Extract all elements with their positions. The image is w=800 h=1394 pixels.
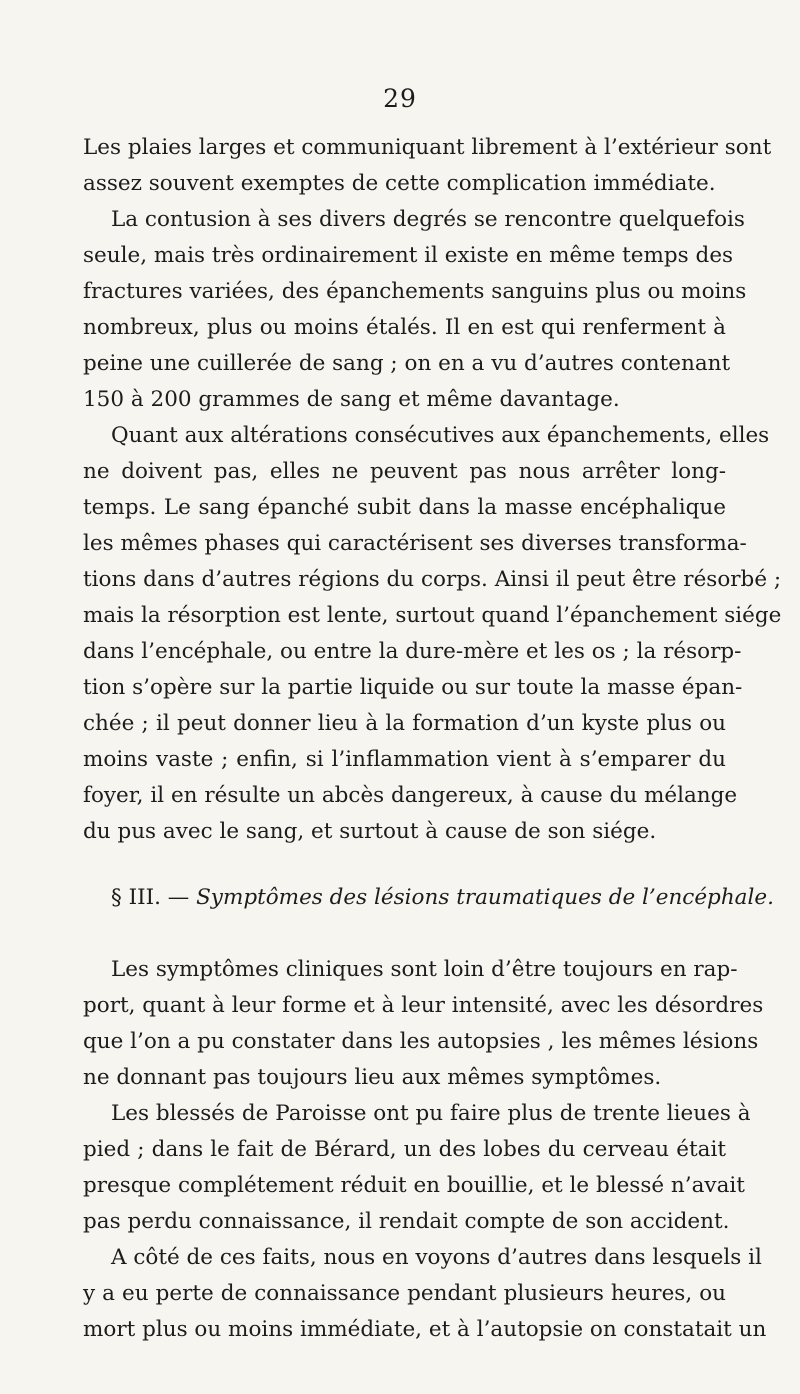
section-heading [83,880,774,916]
text-line: nombreux, plus ou moins étalés. Il en est qui renferment à [83,315,726,340]
text-line: assez souvent exemptes de cette complication immédiate. [83,171,716,196]
section-title: Symptômes des lésions traumatiques de l’encéphale. [196,885,774,910]
text-line: pas perdu connaissance, il rendait compte de son accident. [83,1209,730,1234]
text-line: tions dans d’autres régions du corps. Ainsi il peut être résorbé ; [83,567,782,592]
body-text [83,130,782,1348]
paragraph [83,1096,751,1240]
text-line: pied ; dans le fait de Bérard, un des lobes du cerveau était [83,1137,726,1162]
paragraph [83,418,782,850]
paragraph [83,952,764,1096]
paragraph [83,130,772,202]
text-line: presque complétement réduit en bouillie, et le blessé n’avait [83,1173,745,1198]
text-line: tion s’opère sur la partie liquide ou sur toute la masse épan- [83,675,743,700]
text-line: Les plaies larges et communiquant librement à l’extérieur sont [83,135,772,160]
text-line: Quant aux altérations consécutives aux épanchements, elles [111,423,770,448]
text-line: chée ; il peut donner lieu à la formation d’un kyste plus ou [83,711,726,736]
text-line: temps. Le sang épanché subit dans la masse encéphalique [83,495,726,520]
text-line: mais la résorption est lente, surtout quand l’épanchement siége [83,603,782,628]
text-line: foyer, il en résulte un abcès dangereux, à cause du mélange [83,783,738,808]
page-number: 29 [383,84,417,113]
text-line: que l’on a pu constater dans les autopsies , les mêmes lésions [83,1029,759,1054]
section-number: § III. — [111,885,190,910]
text-line: mort plus ou moins immédiate, et à l’autopsie on constatait un [83,1317,767,1342]
text-line: ne doivent pas, elles ne peuvent pas nous arrêter long- [83,459,726,484]
paragraph [83,202,747,418]
text-line: moins vaste ; enfin, si l’inflammation vient à s’emparer du [83,747,726,772]
text-line: peine une cuillerée de sang ; on en a vu d’autres contenant [83,351,731,376]
text-line: La contusion à ses divers degrés se rencontre quelquefois [111,207,745,232]
text-line: A côté de ces faits, nous en voyons d’autres dans lesquels il [111,1245,762,1270]
text-line: port, quant à leur forme et à leur intensité, avec les désordres [83,993,764,1018]
text-line: 150 à 200 grammes de sang et même davantage. [83,387,620,412]
text-line: seule, mais très ordinairement il existe en même temps des [83,243,734,268]
text-line: ne donnant pas toujours lieu aux mêmes symptômes. [83,1065,662,1090]
text-line: y a eu perte de connaissance pendant plusieurs heures, ou [83,1281,726,1306]
text-line: les mêmes phases qui caractérisent ses diverses transforma- [83,531,747,556]
text-line: Les blessés de Paroisse ont pu faire plus de trente lieues à [111,1101,751,1126]
text-line: du pus avec le sang, et surtout à cause de son siége. [83,819,657,844]
text-line: Les symptômes cliniques sont loin d’être toujours en rap- [111,957,738,982]
text-line: fractures variées, des épanchements sanguins plus ou moins [83,279,747,304]
text-line: dans l’encéphale, ou entre la dure-mère et les os ; la résorp- [83,639,742,664]
paragraph [83,1240,767,1348]
